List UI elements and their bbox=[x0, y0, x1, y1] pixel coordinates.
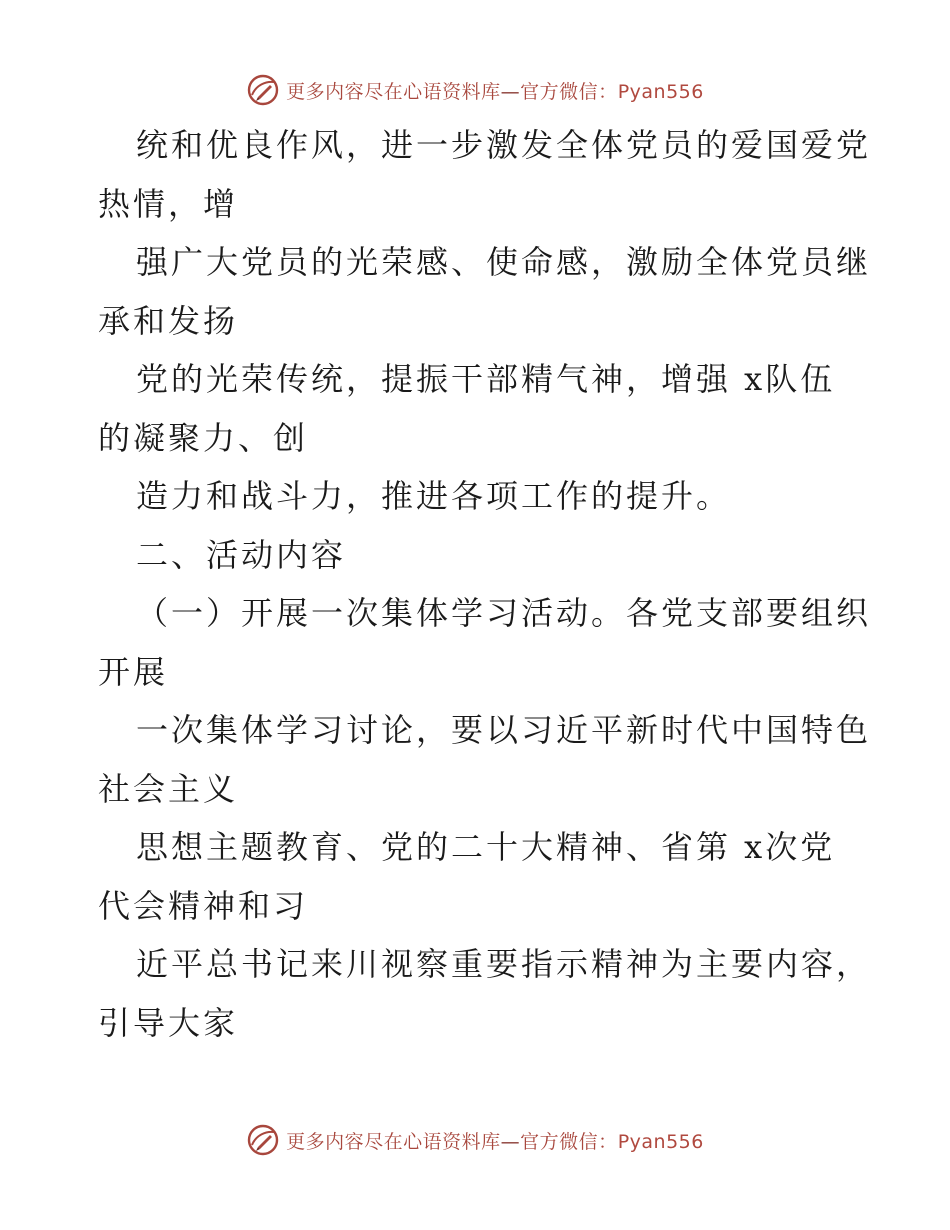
body-line: 引导大家 bbox=[98, 1003, 239, 1042]
banner-separator: — bbox=[500, 1130, 521, 1153]
body-line: 造力和战斗力，推进各项工作的提升。 bbox=[136, 477, 732, 515]
document-body bbox=[98, 116, 872, 1052]
pen-logo-icon bbox=[246, 1123, 280, 1157]
banner-handle: Pyan556 bbox=[617, 1130, 704, 1153]
banner-suffix: 官方微信： bbox=[520, 1130, 618, 1153]
body-line: 开展 bbox=[98, 652, 169, 691]
banner-separator: — bbox=[500, 80, 521, 103]
body-line: 一次集体学习讨论，要以习近平新时代中国特色 bbox=[136, 711, 872, 749]
header-banner bbox=[0, 70, 950, 110]
banner-title bbox=[286, 77, 704, 104]
footer-banner bbox=[0, 1120, 950, 1160]
body-line: 强广大党员的光荣感、使命感，激励全体党员继 bbox=[136, 243, 872, 281]
banner-suffix: 官方微信： bbox=[520, 80, 618, 103]
banner-main-text: 更多内容尽在心语资料库 bbox=[286, 80, 501, 103]
body-line: 党的光荣传统，提振干部精气神，增强 x队伍 bbox=[136, 360, 836, 398]
body-line: 代会精神和习 bbox=[98, 886, 309, 925]
banner-handle: Pyan556 bbox=[617, 80, 704, 103]
banner-title bbox=[286, 1127, 704, 1154]
body-line: 近平总书记来川视察重要指示精神为主要内容， bbox=[136, 945, 872, 983]
body-line: 统和优良作风，进一步激发全体党员的爱国爱党 bbox=[136, 126, 872, 164]
body-line: （一）开展一次集体学习活动。各党支部要组织 bbox=[136, 594, 872, 632]
body-line: 承和发扬 bbox=[98, 301, 239, 340]
body-line: 思想主题教育、党的二十大精神、省第 x次党 bbox=[136, 828, 836, 866]
body-line: 热情，增 bbox=[98, 184, 239, 223]
section-heading: 二、活动内容 bbox=[136, 535, 347, 574]
pen-logo-icon bbox=[246, 73, 280, 107]
body-line: 的凝聚力、创 bbox=[98, 418, 309, 457]
banner-main-text: 更多内容尽在心语资料库 bbox=[286, 1130, 501, 1153]
body-line: 社会主义 bbox=[98, 769, 239, 808]
